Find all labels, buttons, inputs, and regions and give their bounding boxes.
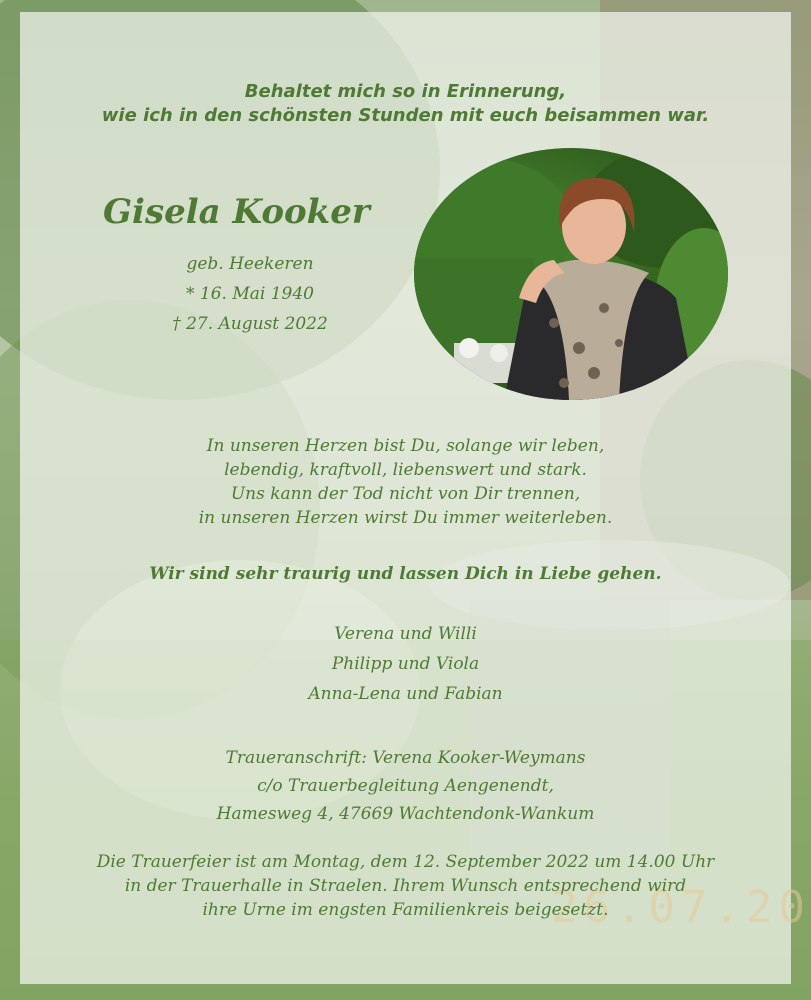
funeral-line: ihre Urne im engsten Familienkreis beigesetzt.: [202, 900, 609, 920]
address-line: Hamesweg 4, 47669 Wachtendonk-Wankum: [216, 804, 595, 824]
motto: [0, 80, 811, 128]
funeral-line: in der Trauerhalle in Straelen. Ihrem Wunsch entsprechend wird: [124, 876, 687, 896]
portrait-illustration: [414, 148, 728, 400]
motto-line-1: Behaltet mich so in Erinnerung,: [244, 81, 567, 102]
birth-name: geb. Heekeren: [186, 254, 314, 274]
poem-line: Uns kann der Tod nicht von Dir trennen,: [230, 484, 581, 504]
address-line: c/o Trauerbegleitung Aengenendt,: [257, 776, 554, 796]
address-line: Traueranschrift: Verena Kooker-Weymans: [225, 748, 586, 768]
birth-date: * 16. Mai 1940: [186, 284, 314, 304]
family-member: Anna-Lena und Fabian: [308, 684, 503, 704]
death-date: † 27. August 2022: [172, 314, 328, 334]
family-member: Philipp und Viola: [331, 654, 480, 674]
poem: [0, 434, 811, 530]
farewell-line: Wir sind sehr traurig und lassen Dich in Liebe gehen.: [149, 564, 662, 584]
poem-line: lebendig, kraftvoll, liebenswert und stark.: [224, 460, 587, 480]
funeral-line: Die Trauerfeier ist am Montag, dem 12. September 2022 um 14.00 Uhr: [96, 852, 715, 872]
portrait-photo: [414, 148, 728, 400]
deceased-name: Gisela Kooker: [103, 192, 370, 232]
poem-line: In unseren Herzen bist Du, solange wir leben,: [206, 436, 605, 456]
family-member: Verena und Willi: [334, 624, 477, 644]
motto-line-2: wie ich in den schönsten Stunden mit euch beisammen war.: [101, 105, 710, 126]
mourning-address: [0, 744, 811, 828]
funeral-notice: [0, 850, 811, 922]
poem-line: in unseren Herzen wirst Du immer weiterleben.: [198, 508, 613, 528]
photo-date-stamp: 26.07.20: [551, 882, 811, 933]
